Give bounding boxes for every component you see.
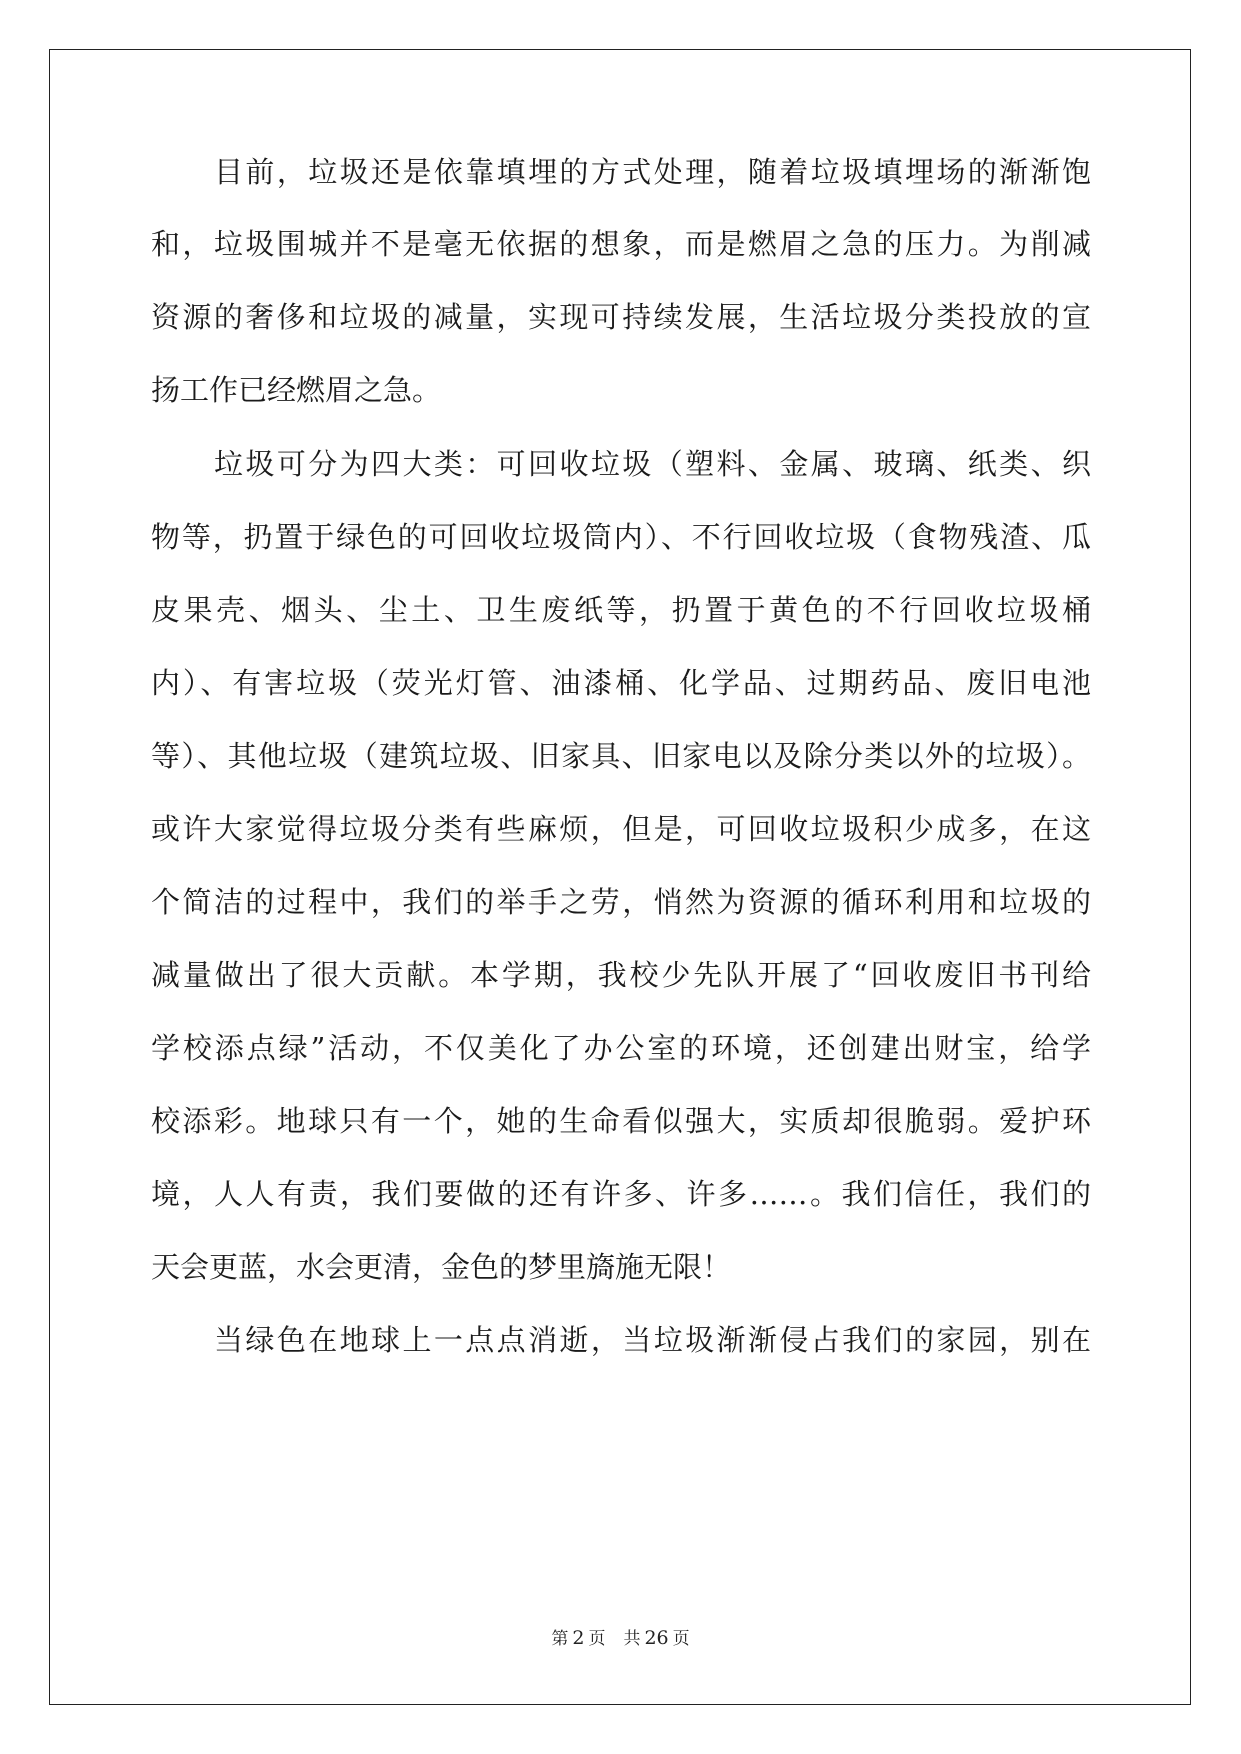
total-suffix: 页 [672,1629,690,1649]
page-prefix: 第 [551,1629,569,1649]
paragraph-2-line-5: 等）、其他垃圾（建筑垃圾、旧家具、旧家电以及除分类以外的垃圾）。 [151,739,1091,773]
paragraph-2-line-10: 校添彩。地球只有一个，她的生命看似强大，实质却很脆弱。爱护环 [151,1104,1091,1138]
paragraph-1-line-3: 资源的奢侈和垃圾的减量，实现可持续发展，生活垃圾分类投放的宣 [151,300,1091,334]
paragraph-2-line-1: 垃圾可分为四大类：可回收垃圾（塑料、金属、玻璃、纸类、织 [214,447,1091,481]
paragraph-2-line-9: 学校添点绿”活动，不仅美化了办公室的环境，还创建出财宝，给学 [151,1031,1091,1065]
page-footer [0,1626,1241,1651]
paragraph-2-line-2: 物等，扔置于绿色的可回收垃圾筒内）、不行回收垃圾（食物残渣、瓜 [151,520,1091,554]
paragraph-2-line-11: 境，人人有责，我们要做的还有许多、许多……。我们信任，我们的 [151,1177,1091,1211]
page-suffix: 页 [588,1629,606,1649]
paragraph-3-line-1: 当绿色在地球上一点点消逝，当垃圾渐渐侵占我们的家园，别在 [214,1323,1091,1357]
paragraph-1-line-4: 扬工作已经燃眉之急。 [151,373,442,407]
paragraph-2-line-7: 个简洁的过程中，我们的举手之劳，悄然为资源的循环利用和垃圾的 [151,885,1091,919]
total-pages-number: 26 [644,1627,669,1649]
paragraph-2-line-8: 减量做出了很大贡献。本学期，我校少先队开展了“回收废旧书刊给 [151,958,1091,992]
paragraph-2-line-12: 天会更蓝，水会更清，金色的梦里旖施无限！ [151,1250,732,1284]
paragraph-2-line-4: 内）、有害垃圾（荧光灯管、油漆桶、化学品、过期药品、废旧电池 [151,666,1091,700]
total-prefix: 共 [623,1629,641,1649]
current-page-number: 2 [572,1627,585,1649]
paragraph-1-line-2: 和，垃圾围城并不是毫无依据的想象，而是燃眉之急的压力。为削减 [151,227,1091,261]
paragraph-2-line-3: 皮果壳、烟头、尘土、卫生废纸等，扔置于黄色的不行回收垃圾桶 [151,593,1091,627]
paragraph-2-line-6: 或许大家觉得垃圾分类有些麻烦，但是，可回收垃圾积少成多，在这 [151,812,1091,846]
paragraph-1-line-1: 目前，垃圾还是依靠填埋的方式处理，随着垃圾填埋场的渐渐饱 [214,155,1091,189]
